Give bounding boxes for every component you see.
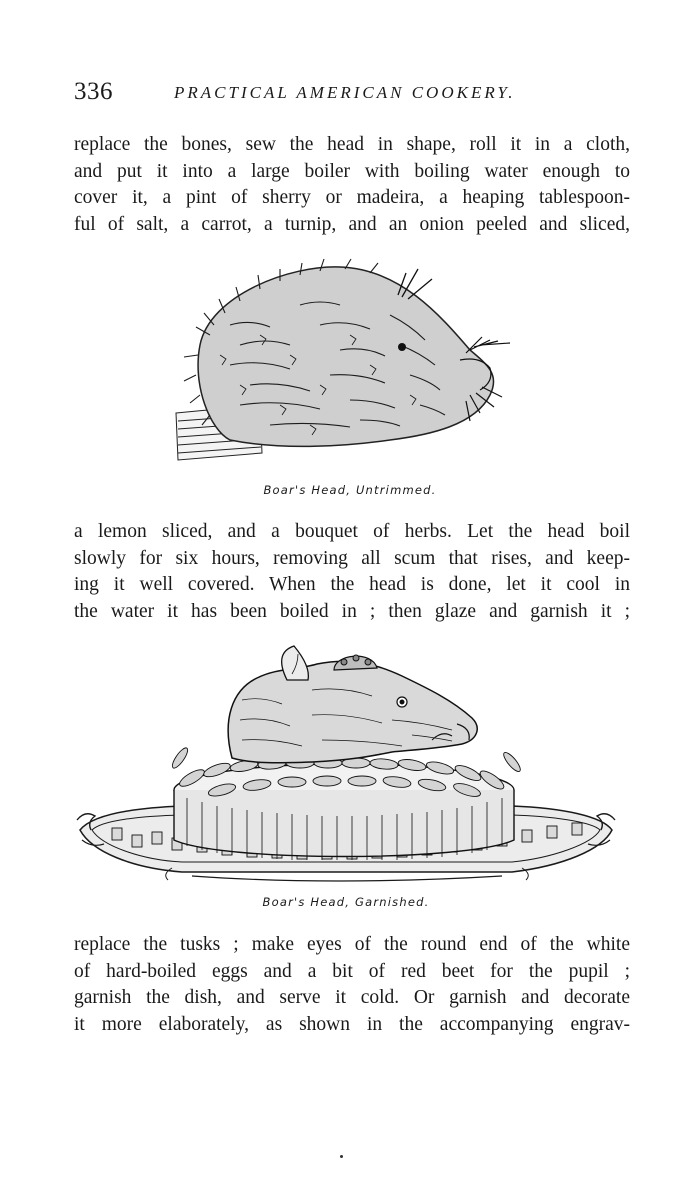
text-line: and put it into a large boiler with boiling water enough to	[74, 160, 630, 182]
page-number: 336	[74, 78, 113, 105]
text-line: a lemon sliced, and a bouquet of herbs. Let the head boil	[74, 521, 630, 542]
text-line: of hard-boiled eggs and a bit of red beet for the pupil ;	[74, 960, 630, 982]
text-line: the water it has been boiled in ; then glaze and garnish it ;	[74, 600, 630, 622]
page-header	[74, 78, 634, 108]
paragraph-1	[74, 132, 630, 238]
figure-caption-garnished: Boar's Head, Garnished.	[262, 895, 430, 909]
page-speck	[340, 1155, 343, 1158]
boar-head-fur	[184, 259, 510, 446]
text-line: slowly for six hours, removing all scum that rises, and keep-	[74, 547, 630, 569]
text-line: ful of salt, a carrot, a turnip, and an onion peeled and sliced,	[74, 213, 630, 235]
text-line: garnish the dish, and serve it cold. Or garnish and decorate	[74, 987, 630, 1008]
text-line: replace the bones, sew the head in shape, roll it in a cloth,	[74, 134, 630, 155]
boars-head-untrimmed-illustration	[170, 255, 530, 475]
text-line: replace the tusks ; make eyes of the round end of the white	[74, 934, 630, 955]
text-line: cover it, a pint of sherry or madeira, a heaping tablespoon-	[74, 187, 630, 208]
paragraph-3	[74, 932, 630, 1038]
drum-base	[174, 764, 514, 860]
boars-head-garnished-illustration	[72, 640, 620, 890]
glazed-boar-head	[228, 646, 477, 763]
text-line: it more elaborately, as shown in the accompanying engrav-	[74, 1013, 630, 1035]
figure-caption-untrimmed: Boar's Head, Untrimmed.	[263, 483, 437, 497]
running-title: PRACTICAL AMERICAN COOKERY.	[174, 83, 516, 102]
paragraph-2	[74, 519, 630, 625]
text-line: ing it well covered. When the head is done, let it cool in	[74, 574, 630, 595]
